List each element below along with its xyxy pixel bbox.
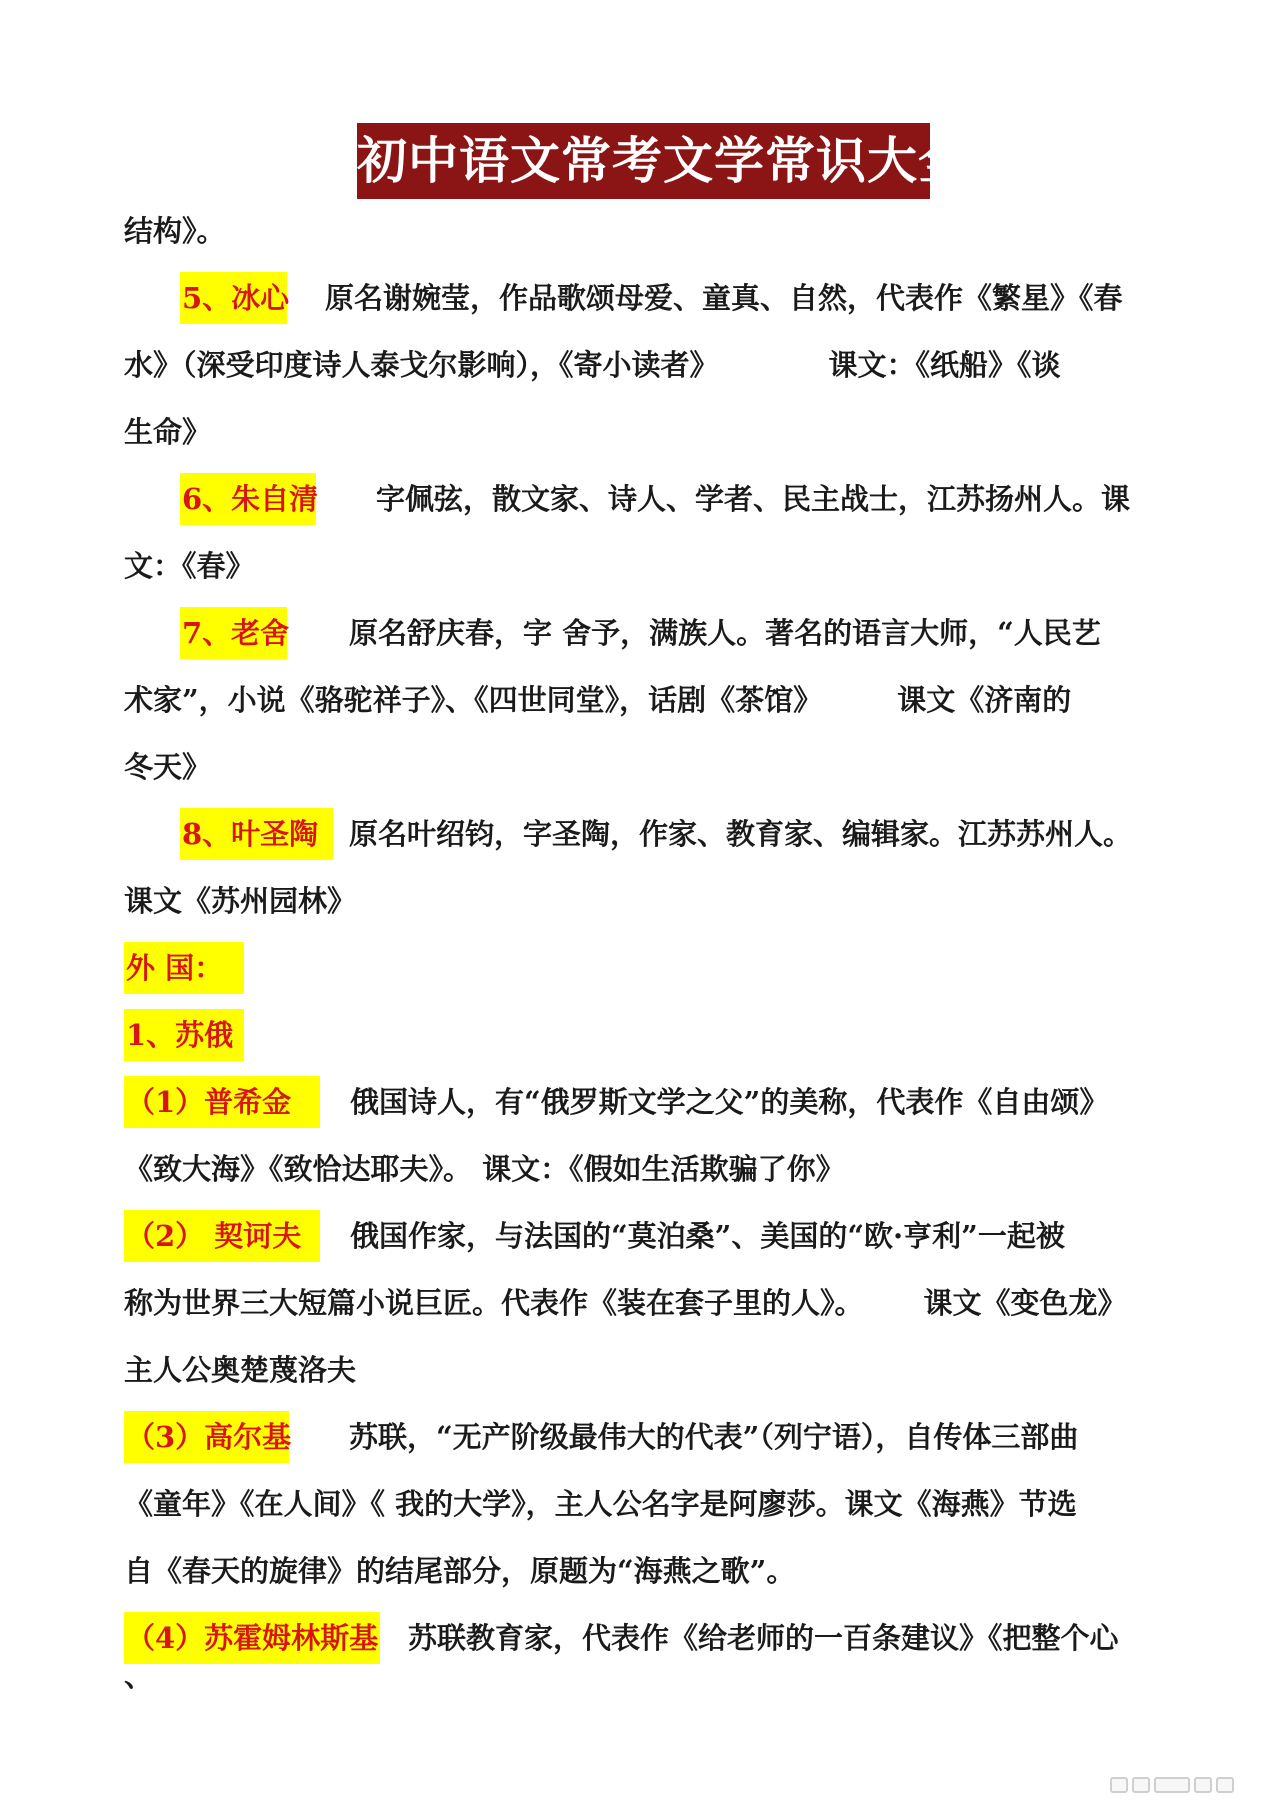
body-text: 课文《变色龙》: [923, 1286, 1127, 1320]
author-tag: （2） 契诃夫: [124, 1210, 320, 1262]
body-text: 原名谢婉莹，作品歌颂母爱、童真、自然，代表作《繁星》《春: [325, 281, 1123, 315]
entry-chekhov: [124, 1210, 1174, 1262]
body-text: 结构》。: [124, 214, 226, 248]
text-line: [124, 1659, 1174, 1693]
text-line: [124, 1478, 1174, 1530]
body-text: 课文：《纸船》《谈: [828, 348, 1061, 382]
body-text: 原名舒庆春，字 舍予，满族人。著名的语言大师，“人民艺: [349, 616, 1101, 650]
body-text: 称为世界三大短篇小说巨匠。代表作《装在套子里的人》。: [124, 1286, 864, 1320]
body-text: 生命》: [124, 415, 212, 449]
body-text: 文：《春》: [124, 549, 255, 583]
entry-yeshengtao: [124, 808, 1174, 860]
body-text: 、: [124, 1659, 154, 1693]
author-tag: 8、叶圣陶: [180, 808, 333, 860]
text-line: [124, 1545, 1174, 1597]
author-tag: （3）高尔基: [124, 1411, 289, 1463]
scroll-segment: [1132, 1777, 1150, 1793]
text-line: [124, 741, 1174, 793]
author-tag: 5、冰心: [180, 272, 287, 324]
scroll-thumb[interactable]: [1154, 1777, 1190, 1793]
section-russia: [124, 1009, 1174, 1061]
author-tag: （4）苏霍姆林斯基: [124, 1612, 380, 1664]
scroll-segment: [1110, 1777, 1128, 1793]
body-text: 冬天》: [124, 750, 212, 784]
body-text: 课文《济南的: [897, 683, 1072, 717]
scroll-segment: [1216, 1777, 1234, 1793]
section-tag: 1、苏俄: [124, 1009, 244, 1061]
body-text: 《致大海》《致恰达耶夫》。 课文：《假如生活欺骗了你》: [124, 1152, 845, 1186]
body-text: 课文《苏州园林》: [124, 884, 357, 918]
body-text: 自《春天的旋律》的结尾部分，原题为“海燕之歌”。: [124, 1554, 796, 1588]
text-line: [124, 540, 1174, 592]
entry-sukhomlinsky: [124, 1612, 1174, 1664]
body-text: 俄国作家，与法国的“莫泊桑”、美国的“欧·亨利”一起被: [350, 1219, 1065, 1253]
text-line: [124, 674, 1174, 726]
entry-laoshe: [124, 607, 1174, 659]
author-tag: （1）普希金: [124, 1076, 320, 1128]
entry-pushkin: [124, 1076, 1174, 1128]
section-tag: 外 国：: [124, 942, 244, 994]
body-text: 苏联教育家，代表作《给老师的一百条建议》《把整个心: [408, 1621, 1119, 1655]
page-title: 初中语文常考文学常识大全: [357, 123, 930, 199]
body-text: 术家”，小说《骆驼祥子》、《四世同堂》，话剧《茶馆》: [124, 683, 823, 717]
entry-zhuziqing: [124, 473, 1174, 525]
body-text: 俄国诗人，有“俄罗斯文学之父”的美称，代表作《自由颂》: [350, 1085, 1109, 1119]
author-tag: 7、老舍: [180, 607, 287, 659]
text-line: [124, 1344, 1174, 1396]
entry-bingxin: [124, 272, 1174, 324]
body-text: 原名叶绍钧，字圣陶，作家、教育家、编辑家。江苏苏州人。: [349, 817, 1133, 851]
author-tag: 6、朱自清: [180, 473, 316, 525]
body-text: 主人公奥楚蔑洛夫: [124, 1353, 357, 1387]
body-text: 《童年》《在人间》《 我的大学》，主人公名字是阿廖莎。课文《海燕》节选: [124, 1487, 1077, 1521]
body-text: 苏联，“无产阶级最伟大的代表”（列宁语），自传体三部曲: [349, 1420, 1079, 1454]
body-text: 字佩弦，散文家、诗人、学者、民主战士，江苏扬州人。课: [376, 482, 1131, 516]
text-line: [124, 406, 1174, 458]
text-line: [124, 1143, 1174, 1195]
text-line: [124, 1277, 1174, 1329]
section-foreign: [124, 942, 1174, 994]
entry-gorky: [124, 1411, 1174, 1463]
text-line: [124, 339, 1174, 391]
body-text: 水》（深受印度诗人泰戈尔影响），《寄小读者》: [124, 348, 719, 382]
text-line: [124, 205, 1174, 257]
text-line: [124, 875, 1174, 927]
scrollbar[interactable]: [1110, 1776, 1260, 1794]
scroll-segment: [1194, 1777, 1212, 1793]
